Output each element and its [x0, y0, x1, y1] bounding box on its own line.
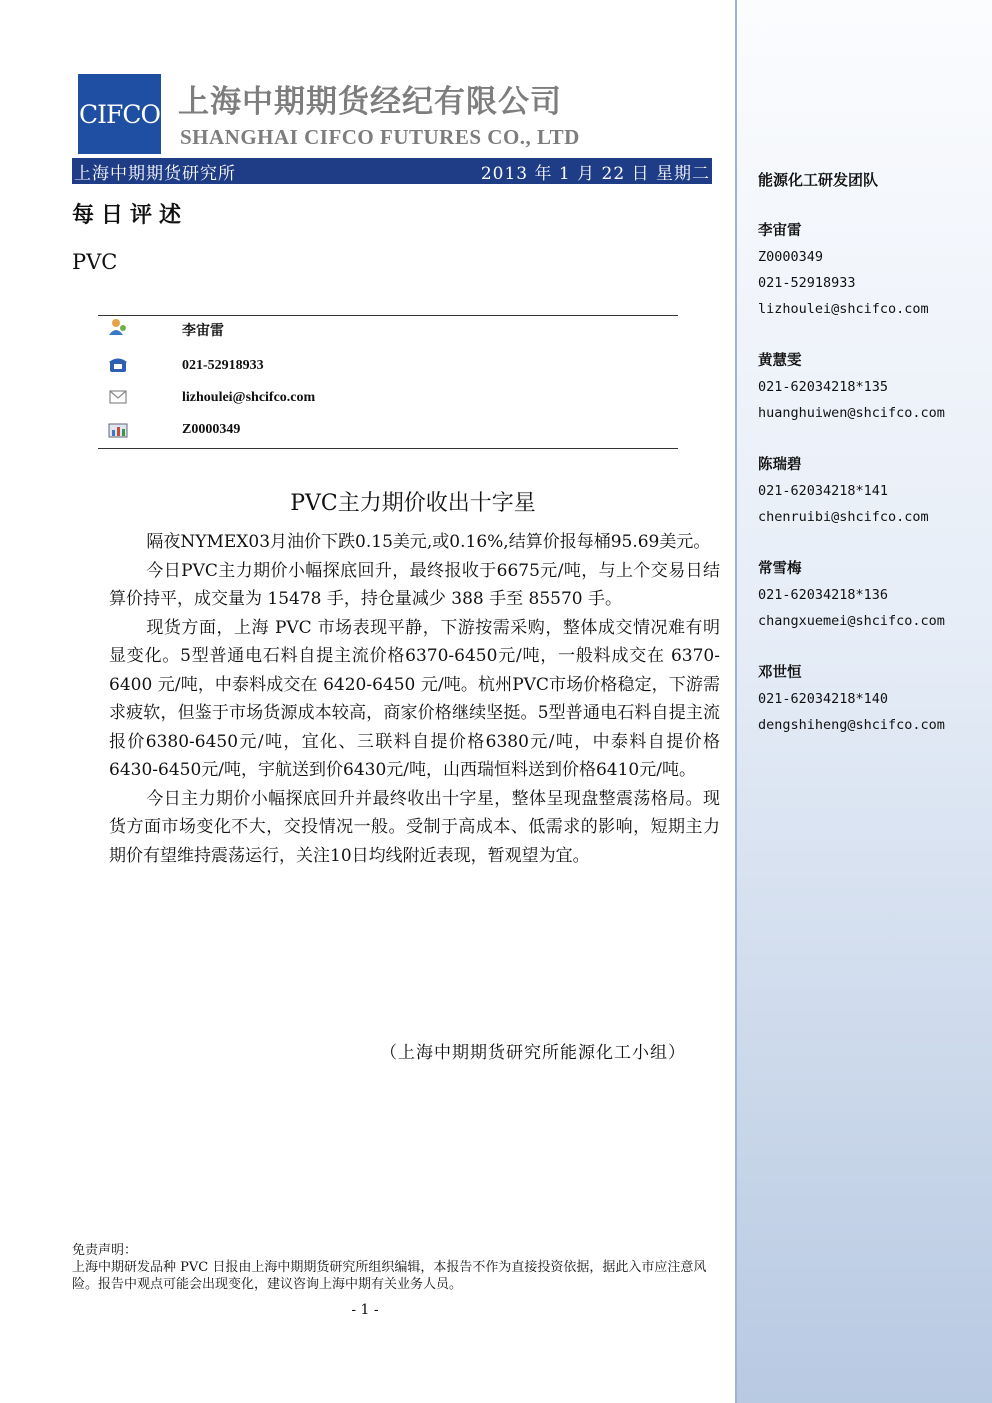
paragraph-1: 隔夜NYMEX03月油价下跌0.15美元,或0.16%,结算价报每桶95.69美元。: [146, 532, 711, 552]
paragraph-3: 现货方面，上海 PVC 市场表现平静，下游按需采购，整体成交情况难有明显变化。5型普通电石料自提主流价格6370-6450元/吨，一般料成交在 6370-6400 元/吨，中泰料成交在 6420-6450 元/吨。杭州PVC市场价格稳定，下游需求疲软，但鉴于市场货源成本较高，商家价格继续坚挺。5型普通电石料自提主流报价6380-6450元/吨，宜化、三联料自提价格6380元/吨，中泰料自提价格 6430-6450元/吨，宇航送到价6430元/吨，山西瑞恒料送到价格6410元/吨。: [109, 617, 720, 780]
member-email: lizhoulei@shcifco.com: [758, 301, 929, 317]
member-email: huanghuiwen@shcifco.com: [758, 405, 945, 421]
member-name: 陈瑞碧: [758, 457, 802, 473]
disclaimer: [72, 1242, 724, 1293]
article-signature: （上海中期期货研究所能源化工小组）: [380, 1043, 686, 1063]
product-name: PVC: [72, 250, 118, 274]
user-icon: [108, 318, 128, 336]
company-name-en: SHANGHAI CIFCO FUTURES CO., LTD: [180, 125, 580, 149]
contact-table: [98, 315, 678, 449]
contact-license: Z0000349: [182, 422, 241, 437]
mail-icon: [108, 388, 128, 406]
paragraph-4: 今日主力期价小幅探底回升并最终收出十字星，整体呈现盘整震荡格局。现货方面市场变化不大，交投情况一般。受制于高成本、低需求的影响，短期主力期价有望维持震荡运行，关注10日均线附近表现，暂观望为宜。: [109, 788, 720, 866]
contact-email: lizhoulei@shcifco.com: [182, 390, 316, 405]
contact-row-license: [98, 420, 678, 440]
paragraph-2: 今日PVC主力期价小幅探底回升，最终报收于6675元/吨，与上个交易日结算价持平，成交量为 15478 手，持仓量减少 388 手至 85570 手。: [109, 560, 720, 609]
member-email: dengshiheng@shcifco.com: [758, 717, 945, 733]
page-number: - 1 -: [351, 1302, 379, 1318]
member-phone: 021-62034218*140: [758, 691, 889, 707]
contact-row-phone: [98, 356, 678, 376]
logo-text: CIFCO: [79, 99, 160, 129]
member-phone: 021-62034218*136: [758, 587, 889, 603]
team-member: [758, 218, 929, 322]
member-phone: 021-62034218*135: [758, 379, 889, 395]
contact-row-email: [98, 388, 678, 408]
member-email: chenruibi@shcifco.com: [758, 509, 929, 525]
header-bar: [72, 158, 712, 184]
member-name: 李宙雷: [758, 223, 802, 239]
institute-name: 上海中期期货研究所: [74, 163, 236, 184]
company-name-cn: 上海中期期货经纪有限公司: [178, 84, 562, 120]
disclaimer-text: 上海中期研发品种 PVC 日报由上海中期期货研究所组织编辑，本报告不作为直接投资依据，据此入市应注意风险。报告中观点可能会出现变化，建议咨询上海中期有关业务人员。: [72, 1260, 707, 1292]
article-title: PVC主力期价收出十字星: [290, 491, 536, 516]
member-license: Z0000349: [758, 249, 824, 265]
member-name: 常雪梅: [758, 561, 802, 577]
report-date: 2013 年 1 月 22 日 星期二: [480, 163, 710, 184]
contact-row-name: [98, 318, 678, 338]
contact-name: 李宙雷: [182, 324, 224, 339]
phone-icon: [108, 356, 128, 374]
team-member: [758, 660, 945, 738]
member-email: changxuemei@shcifco.com: [758, 613, 945, 629]
team-member: [758, 348, 945, 426]
team-title: 能源化工研发团队: [758, 171, 879, 189]
member-phone: 021-52918933: [758, 275, 856, 291]
company-logo: [78, 74, 161, 154]
member-name: 黄慧雯: [758, 353, 802, 369]
member-name: 邓世恒: [758, 665, 802, 681]
disclaimer-label: 免责声明：: [72, 1243, 138, 1258]
article-body: [109, 528, 720, 870]
team-member: [758, 452, 929, 530]
team-member: [758, 556, 945, 634]
contact-phone: 021-52918933: [182, 358, 264, 373]
section-title: 每日评述: [72, 202, 189, 228]
chart-icon: [108, 420, 128, 438]
member-phone: 021-62034218*141: [758, 483, 889, 499]
